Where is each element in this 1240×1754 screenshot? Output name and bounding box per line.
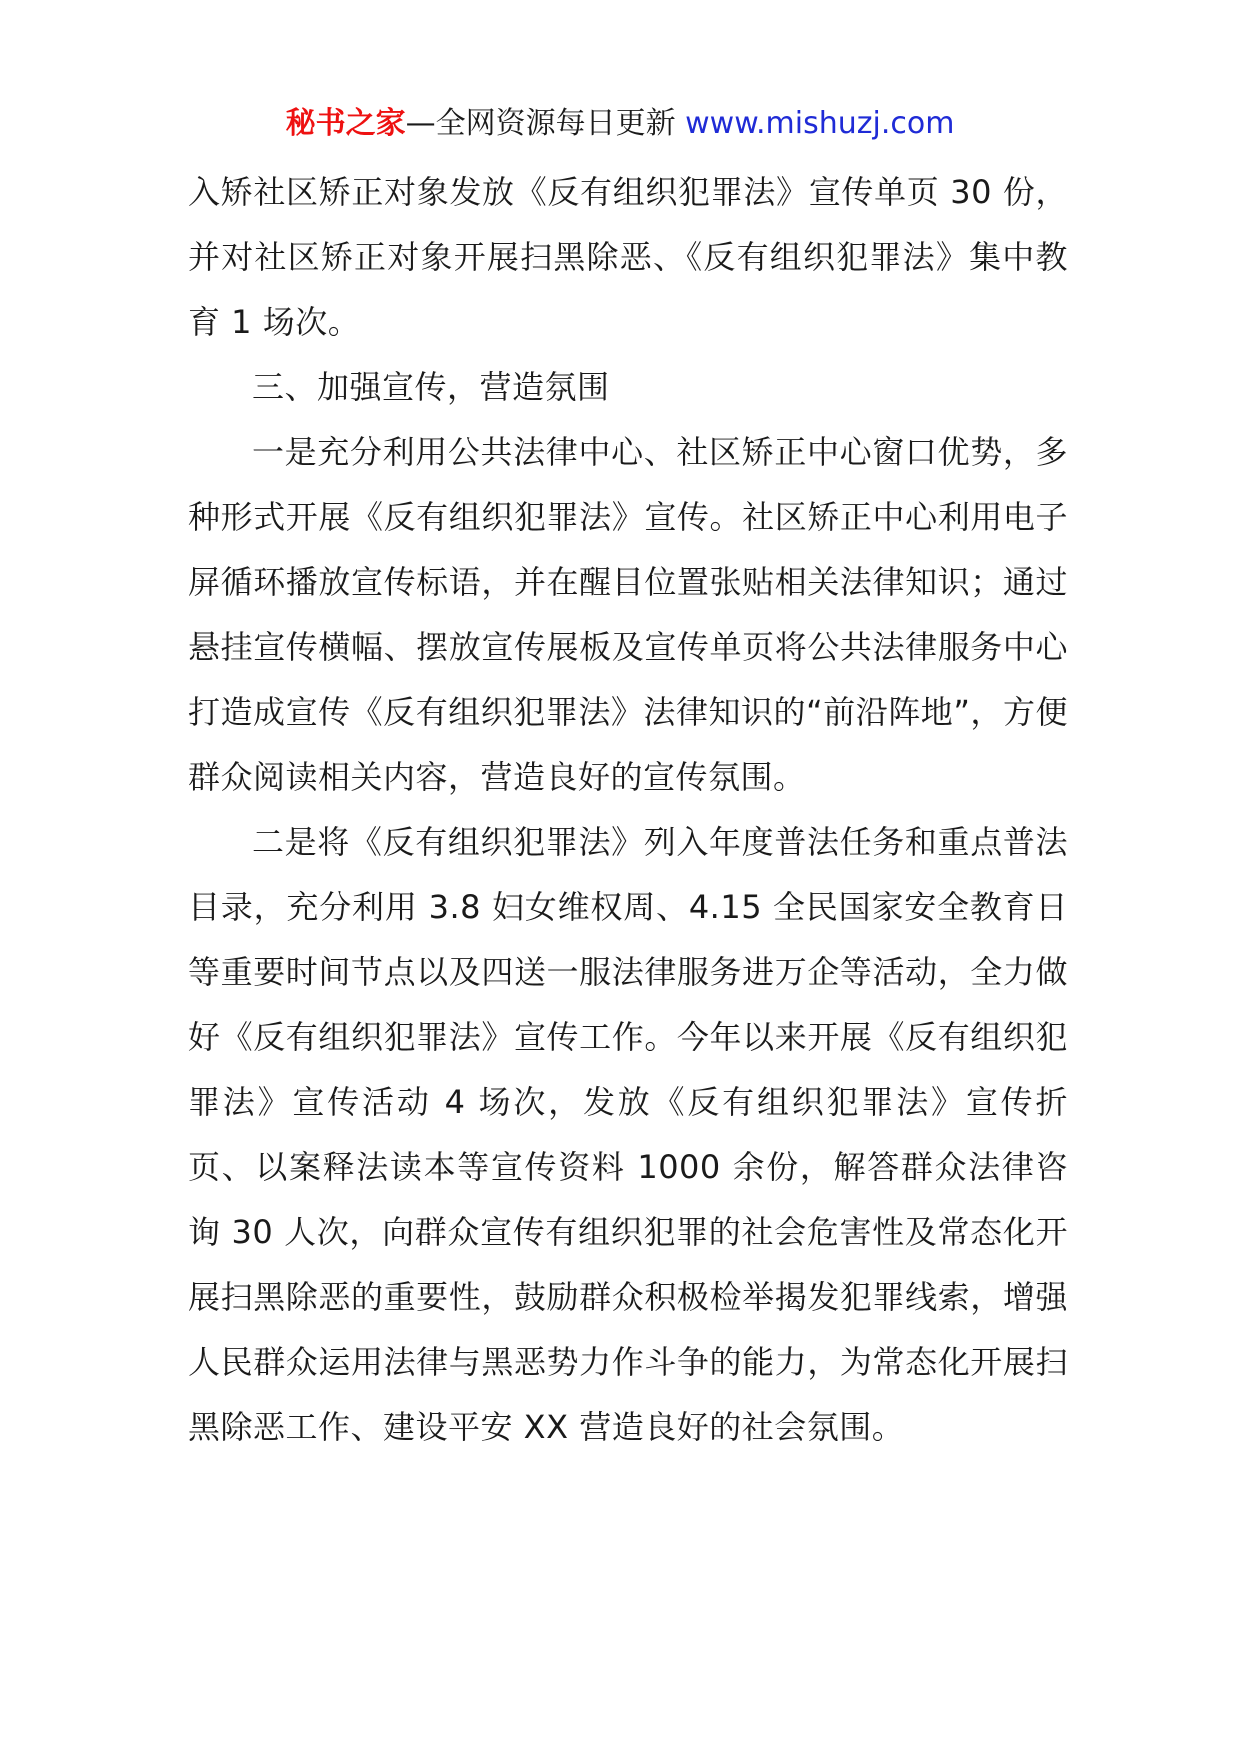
page-header bbox=[0, 102, 1240, 146]
paragraph: 一是充分利用公共法律中心、社区矫正中心窗口优势，多种形式开展《反有组织犯罪法》宣传。社区矫正中心利用电子屏循环播放宣传标语，并在醒目位置张贴相关法律知识；通过悬挂宣传横幅、摆放宣传展板及宣传单页将公共法律服务中心打造成宣传《反有组织犯罪法》法律知识的“前沿阵地”，方便群众阅读相关内容，营造良好的宣传氛围。 bbox=[188, 433, 1068, 796]
paragraph: 二是将《反有组织犯罪法》列入年度普法任务和重点普法目录，充分利用 3.8 妇女维权周、4.15 全民国家安全教育日等重要时间节点以及四送一服法律服务进万企等活动，全力做好《反有组织犯罪法》宣传工作。今年以来开展《反有组织犯罪法》宣传活动 4 场次，发放《反有组织犯罪法》宣传折页、以案释法读本等宣传资料 1000 余份，解答群众法律咨询 30 人次，向群众宣传有组织犯罪的社会危害性及常态化开展扫黑除恶的重要性，鼓励群众积极检举揭发犯罪线索，增强人民群众运用法律与黑恶势力作斗争的能力，为常态化开展扫黑除恶工作、建设平安 XX 营造良好的社会氛围。 bbox=[188, 823, 1068, 1446]
brand-name: 秘书之家 bbox=[285, 106, 406, 141]
header-tagline: —全网资源每日更新 bbox=[405, 106, 676, 141]
site-url-link[interactable]: www.mishuzj.com bbox=[685, 106, 955, 141]
paragraph-continuation: 入矫社区矫正对象发放《反有组织犯罪法》宣传单页 30 份，并对社区矫正对象开展扫黑除恶、《反有组织犯罪法》集中教育 1 场次。 bbox=[188, 173, 1068, 341]
document-body bbox=[188, 160, 1068, 1460]
section-heading: 三、加强宣传，营造氛围 bbox=[252, 368, 610, 406]
